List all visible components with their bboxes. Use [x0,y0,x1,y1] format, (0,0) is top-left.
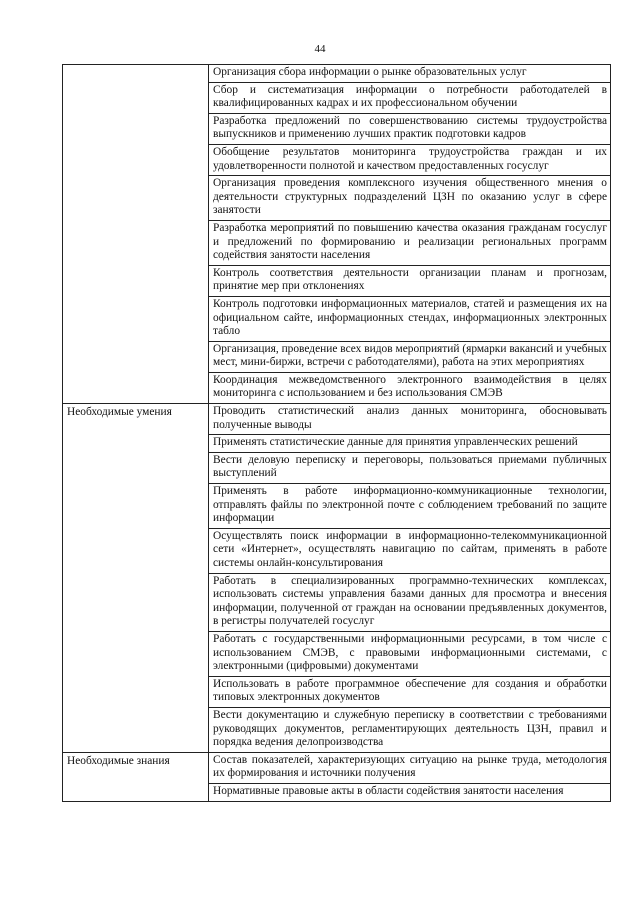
requirement-item: Работать с государственными информационными ресурсами, в том числе с использованием СМЭВ, с правовыми информационными системами, с электронными (цифровыми) документами [209,631,611,676]
table-row [63,65,611,83]
requirement-item: Применять в работе информационно-коммуникационные технологии, отправлять файлы по электронной почте с соблюдением требований по защите информации [209,484,611,529]
requirement-item: Организация проведения комплексного изучения общественного мнения о деятельности структурных подразделений ЦЗН по оказанию услуг в сфере занятости [209,176,611,221]
table-row [63,404,611,435]
requirement-item: Разработка предложений по совершенствованию системы трудоустройства выпускников и применению лучших практик подготовки кадров [209,113,611,144]
section-label-continued [63,65,209,404]
requirement-item: Состав показателей, характеризующих ситуацию на рынке труда, методология их формирования и источники получения [209,752,611,783]
requirement-item: Обобщение результатов мониторинга трудоустройства граждан и их удовлетворенности полнотой и качеством предоставленных госуслуг [209,144,611,175]
competency-table [62,64,611,802]
section-label: Необходимые знания [63,752,209,801]
requirement-item: Использовать в работе программное обеспечение для создания и обработки типовых электронных документов [209,676,611,707]
requirement-item: Проводить статистический анализ данных мониторинга, обосновывать полученные выводы [209,404,611,435]
requirement-item: Вести деловую переписку и переговоры, пользоваться приемами публичных выступлений [209,452,611,483]
requirement-item: Организация, проведение всех видов мероприятий (ярмарки вакансий и учебных мест, мини-биржи, встречи с работодателями), работа на этих мероприятиях [209,341,611,372]
requirement-item: Нормативные правовые акты в области содействия занятости населения [209,783,611,801]
requirement-item: Работать в специализированных программно-технических комплексах, использовать системы управления базами данных для просмотра и внесения информации, полученной от граждан на основании предъявленных документов, в регистры получателей госуслуг [209,573,611,631]
requirement-item: Осуществлять поиск информации в информационно-телекоммуникационной сети «Интернет», осуществлять навигацию по сайтам, применять в работе системы онлайн-консультирования [209,528,611,573]
requirement-item: Вести документацию и служебную переписку в соответствии с требованиями руководящих документов, регламентирующих деятельность ЦЗН, правил и порядка ведения делопроизводства [209,707,611,752]
requirement-item: Организация сбора информации о рынке образовательных услуг [209,65,611,83]
page-number: 44 [314,43,326,55]
requirement-item: Разработка мероприятий по повышению качества оказания гражданам госуслуг и предложений по формированию и реализации региональных программ содействия занятости населения [209,220,611,265]
requirement-item: Применять статистические данные для принятия управленческих решений [209,435,611,453]
table-row [63,752,611,783]
requirement-item: Координация межведомственного электронного взаимодействия в целях мониторинга с использованием и без использования СМЭВ [209,372,611,403]
requirement-item: Контроль соответствия деятельности организации планам и прогнозам, принятие мер при отклонениях [209,265,611,296]
requirement-item: Сбор и систематизация информации о потребности работодателей в квалифицированных кадрах и их профессиональном обучении [209,82,611,113]
section-label: Необходимые умения [63,404,209,753]
requirement-item: Контроль подготовки информационных материалов, статей и размещения их на официальном сайте, информационных стендах, информационных электронных табло [209,296,611,341]
